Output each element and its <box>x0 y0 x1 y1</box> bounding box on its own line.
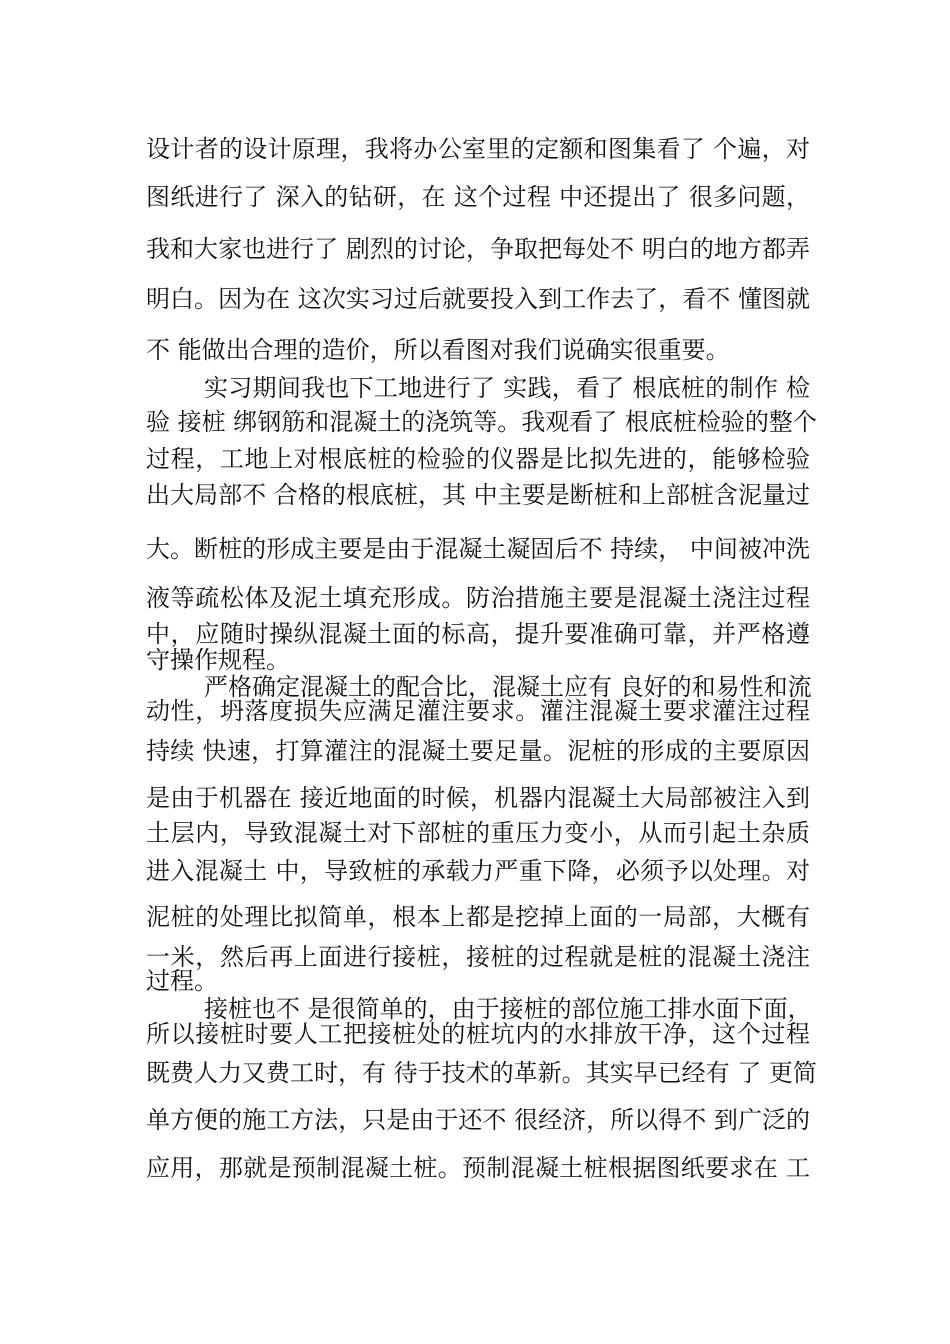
paragraph-first-line: 实习期间我也下工地进行了 实践，看了 根底桩的制作 检 <box>204 374 810 402</box>
text-line: 既费人力又费工时，有 待于技术的革新。其实早已经有 了 更简 <box>146 1059 817 1087</box>
text-line: 过程，工地上对根底桩的检验的仪器是比拟先进的，能够检验 <box>146 445 810 473</box>
text-line: 一米，然后再上面进行接桩，接桩的过程就是桩的混凝土浇注 <box>146 943 810 971</box>
paragraph-first-line: 严格确定混凝土的配合比，混凝土应有 良好的和易性和流 <box>204 673 812 701</box>
text-line: 我和大家也进行了 剧烈的讨论，争取把每处不 明白的地方都弄 <box>146 235 810 263</box>
text-line: 出大局部不 合格的根底桩，其 中主要是断桩和上部桩含泥量过 <box>146 481 810 509</box>
text-line: 设计者的设计原理，我将办公室里的定额和图集看了 个遍，对 <box>146 135 810 163</box>
text-line: 验 接桩 绑钢筋和混凝土的浇筑等。我观看了 根底桩检验的整个 <box>146 408 817 436</box>
text-line: 大。断桩的形成主要是由于混凝土凝固后不 持续， 中间被冲洗 <box>146 535 810 563</box>
paragraph-first-line: 接桩也不 是很简单的，由于接桩的部位施工排水面下面， <box>204 995 812 1023</box>
text-line: 液等疏松体及泥土填充形成。防治措施主要是混凝土浇注过程 <box>146 584 810 612</box>
text-line: 守操作规程。 <box>146 646 290 674</box>
text-line: 中，应随时操纵混凝土面的标高，提升要准确可靠，并严格遵 <box>146 620 810 648</box>
text-line: 泥桩的处理比拟简单，根本上都是挖掉上面的一局部，大概有 <box>146 903 810 931</box>
text-line: 不 能做出合理的造价，所以看图对我们说确实很重要。 <box>146 336 730 364</box>
text-line: 图纸进行了 深入的钻研，在 这个过程 中还提出了 很多问题， <box>146 183 810 211</box>
text-line: 明白。因为在 这次实习过后就要投入到工作去了，看不 懂图就 <box>146 285 810 313</box>
text-line: 土层内，导致混凝土对下部桩的重压力变小，从而引起土杂质 <box>146 819 810 847</box>
text-line: 持续 快速，打算灌注的混凝土要足量。泥桩的形成的主要原因 <box>146 737 810 765</box>
text-line: 进入混凝土 中，导致桩的承载力严重下降，必须予以处理。对 <box>146 857 810 885</box>
text-line: 过程。 <box>146 967 218 995</box>
text-line: 应用，那就是预制混凝土桩。预制混凝土桩根据图纸要求在 工 <box>146 1154 810 1182</box>
text-line: 所以接桩时要人工把接桩处的桩坑内的水排放干净，这个过程 <box>146 1020 810 1048</box>
text-line: 单方便的施工方法，只是由于还不 很经济，所以得不 到广泛的 <box>146 1106 810 1134</box>
text-line: 动性，坍落度损失应满足灌注要求。灌注混凝土要求灌注过程 <box>146 697 810 725</box>
text-line: 是由于机器在 接近地面的时候，机器内混凝土大局部被注入到 <box>146 784 810 812</box>
